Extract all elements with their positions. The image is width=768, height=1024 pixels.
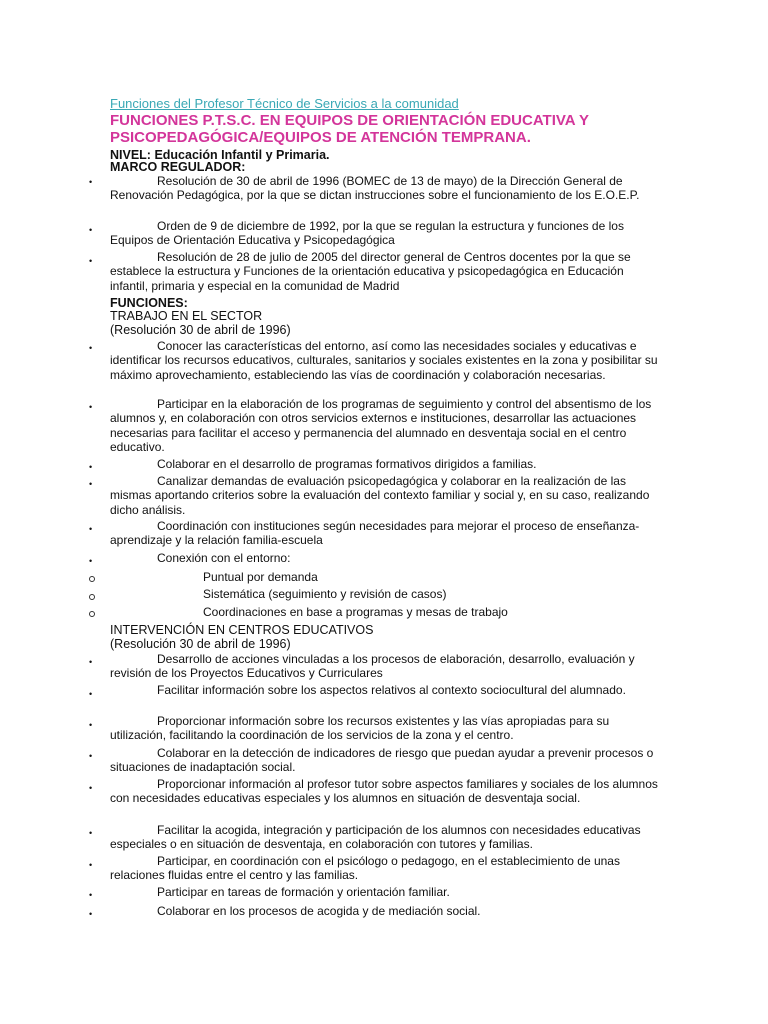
sector-heading: TRABAJO EN EL SECTOR xyxy=(110,309,263,323)
bullet-marker: • xyxy=(89,909,93,919)
marco-heading: MARCO REGULADOR: xyxy=(110,160,246,174)
sector-item-text: Coordinación con instituciones según necesidades para mejorar el proceso de enseñanza-aprendizaje y la relación familia-escuela xyxy=(110,519,640,548)
marco-item-text: Resolución de 30 de abril de 1996 (BOMEC de 13 de mayo) de la Dirección General de Renovación Pedagógica, por la que se dictan instrucciones sobre el funcionamiento de los E.O.E.P. xyxy=(110,174,640,203)
centros-heading: INTERVENCIÓN EN CENTROS EDUCATIVOS xyxy=(110,623,374,637)
centros-item-text: Desarrollo de acciones vinculadas a los procesos de elaboración, desarrollo, evaluación y revisión de los Proyectos Educativos y Curriculares xyxy=(110,652,635,681)
centros-item-text: Proporcionar información al profesor tutor sobre aspectos familiares y sociales de los alumnos con necesidades educativas especiales y los alumnos en situación de desventaja social. xyxy=(110,777,658,806)
circle-bullet-marker xyxy=(89,576,95,582)
centros-item xyxy=(110,885,660,899)
bullet-marker: • xyxy=(89,177,93,187)
centros-item-text: Facilitar información sobre los aspectos relativos al contexto sociocultural del alumnado. xyxy=(157,683,626,697)
sector-subitem: Puntual por demanda xyxy=(203,570,318,584)
bullet-marker: • xyxy=(89,783,93,793)
bullet-marker: • xyxy=(89,556,93,566)
sector-item xyxy=(110,457,660,471)
bullet-marker: • xyxy=(89,225,93,235)
centros-item-text: Participar en tareas de formación y orientación familiar. xyxy=(157,885,450,899)
marco-item-text: Resolución de 28 de julio de 2005 del director general de Centros docentes por la que se establece la estructura y Funciones de la orientación educativa y psicopedagógica en Educación infantil, primaria y especial en la comunidad de Madrid xyxy=(110,250,631,293)
sector-item xyxy=(110,474,660,517)
sector-item xyxy=(110,339,660,382)
nivel-line: NIVEL: Educación Infantil y Primaria. xyxy=(110,148,330,162)
sector-item-text: Conocer las características del entorno, así como las necesidades sociales y educativas e identificar los recursos educativos, culturales, sanitarios y sociales existentes en la zona y posibilitar su máximo aprovechamiento, estableciendo las vías de coordinación y colaboración necesarias. xyxy=(110,339,658,382)
centros-item-text: Proporcionar información sobre los recursos existentes y las vías apropiadas para su utilización, facilitando la coordinación de los servicios de la zona y el centro. xyxy=(110,714,610,743)
sector-item xyxy=(110,551,660,565)
sector-item-text: Participar en la elaboración de los programas de seguimiento y control del absentismo de los alumnos y, en colaboración con otros servicios externos e instituciones, desarrollar las actuaciones necesarias para facilitar el acceso y permanencia del alumnado en desventaja social en el centro educativo. xyxy=(110,397,652,454)
bullet-marker: • xyxy=(89,343,93,353)
bullet-marker: • xyxy=(89,828,93,838)
circle-bullet-marker xyxy=(89,594,95,600)
marco-item xyxy=(110,174,660,203)
bullet-marker: • xyxy=(89,256,93,266)
centros-item-text: Facilitar la acogida, integración y participación de los alumnos con necesidades educativas especiales o en situación de desventaja, en colaboración con tutores y familias. xyxy=(110,823,641,852)
bullet-marker: • xyxy=(89,462,93,472)
sector-subitem: Coordinaciones en base a programas y mesas de trabajo xyxy=(203,605,508,619)
marco-item xyxy=(110,219,660,248)
main-title: FUNCIONES P.T.S.C. EN EQUIPOS DE ORIENTACIÓN EDUCATIVA Y PSICOPEDAGÓGICA/EQUIPOS DE ATENCIÓN TEMPRANA. xyxy=(110,112,589,146)
centros-item xyxy=(110,746,660,775)
centros-item xyxy=(110,652,660,681)
circle-bullet-marker xyxy=(89,611,95,617)
bullet-marker: • xyxy=(89,860,93,870)
centros-item-text: Colaborar en la detección de indicadores de riesgo que puedan ayudar a prevenir procesos o situaciones de inadaptación social. xyxy=(110,746,654,775)
sector-item-text: Colaborar en el desarrollo de programas formativos dirigidos a familias. xyxy=(157,457,537,471)
centros-item-text: Colaborar en los procesos de acogida y de mediación social. xyxy=(157,904,481,918)
funciones-heading: FUNCIONES: xyxy=(110,296,188,310)
centros-item xyxy=(110,823,660,852)
document-title-link[interactable]: Funciones del Profesor Técnico de Servicios a la comunidad xyxy=(110,96,459,111)
bullet-marker: • xyxy=(89,689,93,699)
bullet-marker: • xyxy=(89,890,93,900)
bullet-marker: • xyxy=(89,657,93,667)
centros-item xyxy=(110,854,660,883)
sector-item-text: Canalizar demandas de evaluación psicopedagógica y colaborar en la realización de las mismas aportando criterios sobre la evaluación del contexto familiar y social y, en su caso, realizando dicho análisis. xyxy=(110,474,650,517)
bullet-marker: • xyxy=(89,751,93,761)
sector-reference: (Resolución 30 de abril de 1996) xyxy=(110,323,291,337)
centros-item-text: Participar, en coordinación con el psicólogo o pedagogo, en el establecimiento de unas relaciones fluidas entre el centro y las familias. xyxy=(110,854,620,883)
sector-subitem: Sistemática (seguimiento y revisión de casos) xyxy=(203,587,447,601)
sector-item xyxy=(110,519,660,548)
marco-item xyxy=(110,250,660,293)
centros-item xyxy=(110,904,660,918)
centros-item xyxy=(110,683,660,697)
marco-item-text: Orden de 9 de diciembre de 1992, por la que se regulan la estructura y funciones de los Equipos de Orientación Educativa y Psicopedagógica xyxy=(110,219,624,248)
centros-reference: (Resolución 30 de abril de 1996) xyxy=(110,637,291,651)
centros-item xyxy=(110,714,660,743)
bullet-marker: • xyxy=(89,720,93,730)
sector-item xyxy=(110,397,660,454)
bullet-marker: • xyxy=(89,402,93,412)
bullet-marker: • xyxy=(89,479,93,489)
sector-item-text: Conexión con el entorno: xyxy=(157,551,291,565)
centros-item xyxy=(110,777,660,806)
bullet-marker: • xyxy=(89,524,93,534)
